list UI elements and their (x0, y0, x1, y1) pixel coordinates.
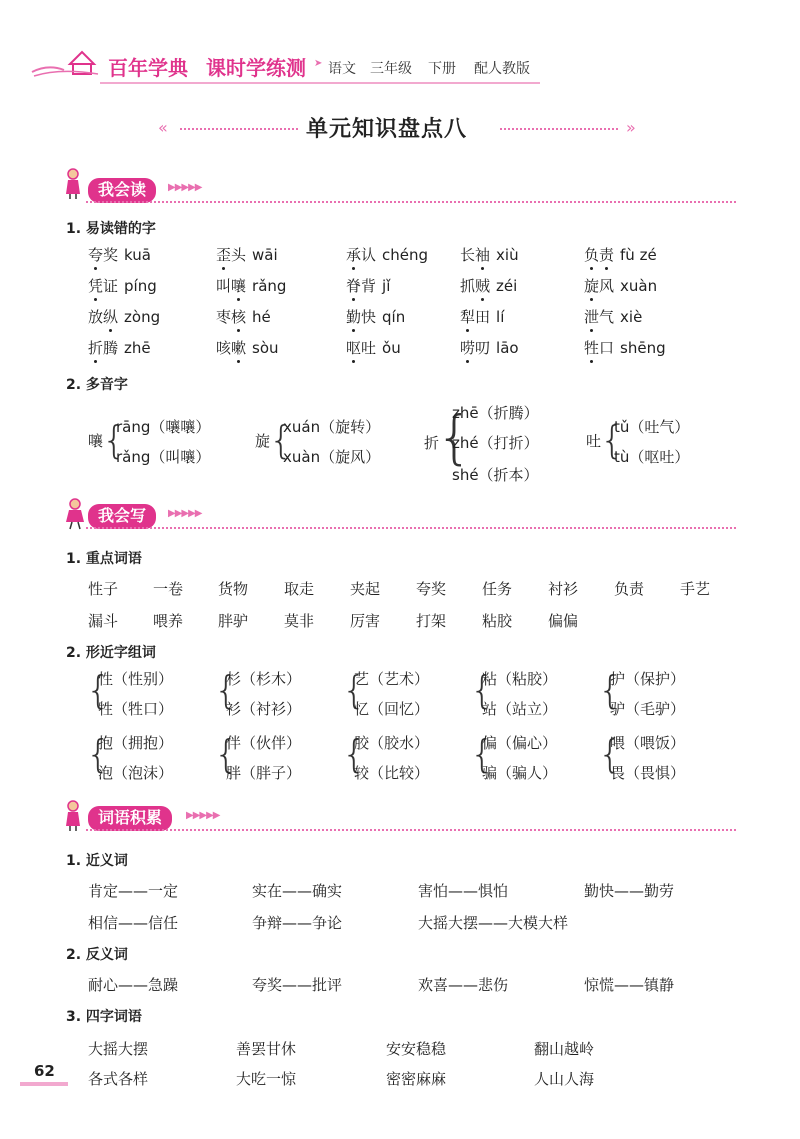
read-char: 奖 (103, 246, 119, 264)
read-word (346, 306, 405, 327)
read-char: 嚷 (231, 277, 247, 295)
similar-char-item: 喂（喂饭） (610, 734, 686, 752)
key-word: 手艺 (680, 580, 711, 598)
brand-name: 百年学典 (108, 56, 188, 80)
read-pinyin: kuā (124, 246, 151, 264)
brace-icon: { (214, 732, 239, 776)
section-vocab (0, 800, 800, 1100)
key-words-row (0, 610, 800, 634)
header-edition: 配人教版 (474, 61, 530, 77)
read-word (216, 306, 271, 327)
key-word: 厉害 (350, 612, 381, 630)
brace-icon: { (86, 732, 111, 776)
brace-icon: { (342, 668, 367, 712)
read-char: 呕 (346, 339, 362, 357)
read-char: 贼 (475, 277, 491, 295)
similar-char-item: 性（性别） (98, 670, 174, 688)
read-word (460, 275, 517, 296)
similar-char-group (88, 668, 208, 730)
key-word: 喂养 (153, 612, 184, 630)
read-char: 旋 (584, 277, 600, 295)
similar-char-item: 胖（胖子） (226, 764, 302, 782)
similar-char-item: 畏（畏惧） (610, 764, 686, 782)
read-char: 长 (460, 246, 476, 264)
read-word (216, 275, 286, 296)
page-title: 单元知识盘点八 (306, 117, 468, 142)
similar-char-group (216, 732, 336, 794)
read-char: 证 (103, 277, 119, 295)
idiom: 密密麻麻 (386, 1070, 447, 1088)
read-char: 抓 (460, 277, 476, 295)
polyphone-char: 折 (424, 434, 440, 452)
vocab-pair: 大摇大摆——大模大样 (418, 914, 569, 932)
brand-series: 课时学练测 (206, 56, 306, 80)
vocab-pair: 夸奖——批评 (252, 976, 343, 994)
section-read-dotline (86, 201, 736, 203)
read-char: 脊 (346, 277, 362, 295)
read-pinyin: sòu (252, 339, 279, 357)
header-arrow-icon: ➤ (314, 58, 322, 69)
brace-icon: { (269, 418, 294, 462)
similar-char-item: 伴（伙伴） (226, 734, 302, 752)
read-pinyin: jǐ (382, 277, 391, 295)
similar-char-item: 泡（泡沫） (98, 764, 174, 782)
antonyms-row (0, 974, 800, 998)
read-char: 承 (346, 246, 362, 264)
vocab-pair: 争辩——争论 (252, 914, 343, 932)
read-char: 认 (361, 246, 377, 264)
title-right-dotline (500, 128, 618, 130)
similar-char-group (344, 668, 464, 730)
read-pinyin: ǒu (382, 339, 401, 357)
brace-icon: { (214, 668, 239, 712)
idioms-row (0, 1068, 800, 1092)
read-word (346, 275, 390, 296)
vocab-pair: 害怕——惧怕 (418, 882, 509, 900)
girl-mascot-icon (64, 800, 82, 832)
brace-icon: { (342, 732, 367, 776)
key-word: 任务 (482, 580, 513, 598)
write-sub1-title: 1. 重点词语 (66, 551, 142, 567)
brace-icon: { (470, 732, 495, 776)
read-pinyin: zòng (124, 308, 161, 326)
read-char: 袖 (475, 246, 491, 264)
section-vocab-dotline (86, 829, 736, 831)
key-word: 夹起 (350, 580, 381, 598)
key-word: 偏偏 (548, 612, 579, 630)
brace-icon: { (598, 732, 623, 776)
brace-icon: { (600, 418, 625, 462)
read-word (216, 244, 278, 265)
read-char: 嗽 (231, 339, 247, 357)
read-pinyin: rǎng (252, 277, 287, 295)
read-char: 放 (88, 308, 104, 326)
read-pinyin: lí (496, 308, 505, 326)
read-char: 犁 (460, 308, 476, 326)
similar-char-item: 抱（拥抱） (98, 734, 174, 752)
brace-icon: { (598, 668, 623, 712)
similar-char-group (600, 668, 720, 730)
vocab-pair: 勤快——勤劳 (584, 882, 675, 900)
read-char: 责 (599, 246, 615, 264)
brace-icon: { (102, 418, 127, 462)
vocab-pair: 相信——信任 (88, 914, 179, 932)
key-word: 夸奖 (416, 580, 447, 598)
read-pinyin: fù zé (620, 246, 657, 264)
key-word: 性子 (88, 580, 119, 598)
read-word (88, 337, 151, 358)
vocab-pair: 肯定——一定 (88, 882, 179, 900)
section-write-dotline (86, 527, 736, 529)
key-words-row (0, 578, 800, 602)
read-char: 负 (584, 246, 600, 264)
polyphone-char: 吐 (586, 432, 602, 450)
polyphone-reading: xuàn（旋风） (283, 448, 381, 466)
key-word: 打架 (416, 612, 447, 630)
read-word (460, 306, 504, 327)
section-write (0, 498, 800, 798)
read-word (88, 306, 160, 327)
read-char: 夸 (88, 246, 104, 264)
idiom: 大吃一惊 (236, 1070, 297, 1088)
read-pinyin: xuàn (620, 277, 658, 295)
read-char: 咳 (216, 339, 232, 357)
vocab-pair: 欢喜——悲伤 (418, 976, 509, 994)
polyphone-reading: rǎng（叫嚷） (116, 448, 211, 466)
key-word: 莫非 (284, 612, 315, 630)
similar-char-group (472, 732, 592, 794)
vocab-sub1-title: 1. 近义词 (66, 853, 128, 869)
read-char: 枣 (216, 308, 232, 326)
read-word (584, 306, 642, 327)
read-pinyin: shēng (620, 339, 666, 357)
section-vocab-arrows-icon: ▶▶▶▶▶ (186, 810, 220, 821)
idiom: 善罢甘休 (236, 1040, 297, 1058)
vocab-pair: 耐心——急躁 (88, 976, 179, 994)
girl-mascot-icon (64, 498, 86, 530)
read-sub2-title: 2. 多音字 (66, 377, 128, 393)
polyphone-reading: tǔ（吐气） (614, 418, 690, 436)
similar-char-item: 较（比较） (354, 764, 430, 782)
read-pinyin: qín (382, 308, 406, 326)
section-write-arrows-icon: ▶▶▶▶▶ (168, 508, 202, 519)
key-word: 漏斗 (88, 612, 119, 630)
read-char: 凭 (88, 277, 104, 295)
synonyms-row (0, 912, 800, 936)
read-char: 气 (599, 308, 615, 326)
read-word (460, 244, 519, 265)
read-pinyin: chéng (382, 246, 429, 264)
read-char: 纵 (103, 308, 119, 326)
house-logo-icon (30, 42, 100, 82)
read-pinyin: hé (252, 308, 271, 326)
read-pinyin: xiè (620, 308, 643, 326)
read-pinyin: zéi (496, 277, 518, 295)
read-word-grid (0, 244, 800, 374)
similar-char-item: 护（保护） (610, 670, 686, 688)
section-read (0, 168, 800, 498)
similar-char-group (216, 668, 336, 730)
read-char: 头 (231, 246, 247, 264)
header (0, 0, 800, 90)
read-char: 勤 (346, 308, 362, 326)
polyphone-reading: rāng（嚷嚷） (116, 418, 211, 436)
girl-mascot-icon (64, 168, 82, 200)
read-word (346, 337, 401, 358)
idiom: 各式各样 (88, 1070, 149, 1088)
similar-char-item: 骗（骗人） (482, 764, 558, 782)
polyphone-reading: xuán（旋转） (283, 418, 381, 436)
read-word (584, 337, 666, 358)
key-word: 衬衫 (548, 580, 579, 598)
read-word (346, 244, 428, 265)
section-write-badge: 我会写 (88, 504, 156, 529)
polyphone-reading: shé（折本） (452, 466, 539, 484)
read-char: 吐 (361, 339, 377, 357)
brace-icon: { (470, 668, 495, 712)
read-word (88, 244, 151, 265)
polyphone-reading: zhē（折腾） (452, 404, 539, 422)
read-pinyin: lāo (496, 339, 519, 357)
vocab-sub2-title: 2. 反义词 (66, 947, 128, 963)
polyphone-char: 旋 (255, 432, 271, 450)
similar-char-item: 粘（粘胶） (482, 670, 558, 688)
read-char: 快 (361, 308, 377, 326)
read-char: 核 (231, 308, 247, 326)
similar-char-group (344, 732, 464, 794)
similar-char-item: 艺（艺术） (354, 670, 430, 688)
title-right-arrows-icon: » (626, 118, 635, 137)
read-word (88, 275, 157, 296)
read-pinyin: zhē (124, 339, 151, 357)
read-char: 叨 (475, 339, 491, 357)
read-char: 歪 (216, 246, 232, 264)
similar-char-item: 偏（偏心） (482, 734, 558, 752)
read-char: 叫 (216, 277, 232, 295)
similar-char-grid (0, 668, 800, 798)
section-vocab-badge: 词语积累 (88, 806, 172, 831)
similar-char-item: 杉（杉木） (226, 670, 302, 688)
header-underline (100, 82, 540, 84)
idiom: 人山人海 (534, 1070, 595, 1088)
read-word (460, 337, 519, 358)
page-number: 62 (34, 1062, 55, 1080)
read-char: 田 (475, 308, 491, 326)
similar-char-item: 忆（回忆） (354, 700, 430, 718)
idiom: 翻山越岭 (534, 1040, 595, 1058)
read-word (584, 244, 657, 265)
brace-icon: { (436, 403, 473, 471)
key-word: 负责 (614, 580, 645, 598)
header-term: 下册 (428, 61, 456, 77)
synonyms-row (0, 880, 800, 904)
polyphone-reading: zhé（打折） (452, 434, 539, 452)
read-char: 折 (88, 339, 104, 357)
read-char: 泄 (584, 308, 600, 326)
read-pinyin: xiù (496, 246, 519, 264)
read-sub1-title: 1. 易读错的字 (66, 221, 156, 237)
section-read-badge: 我会读 (88, 178, 156, 203)
write-sub2-title: 2. 形近字组词 (66, 645, 156, 661)
title-left-arrows-icon: « (158, 118, 167, 137)
similar-char-item: 牲（牲口） (98, 700, 174, 718)
key-word: 胖驴 (218, 612, 249, 630)
idiom: 安安稳稳 (386, 1040, 447, 1058)
similar-char-group (472, 668, 592, 730)
section-read-arrows-icon: ▶▶▶▶▶ (168, 182, 202, 193)
similar-char-item: 胶（胶水） (354, 734, 430, 752)
vocab-pair: 惊慌——镇静 (584, 976, 675, 994)
read-char: 背 (361, 277, 377, 295)
read-word (216, 337, 279, 358)
header-grade: 三年级 (370, 61, 412, 77)
similar-char-item: 衫（衬衫） (226, 700, 302, 718)
brace-icon: { (86, 668, 111, 712)
page-number-bar (20, 1082, 68, 1086)
vocab-sub3-title: 3. 四字词语 (66, 1009, 142, 1025)
similar-char-group (600, 732, 720, 794)
vocab-pair: 实在——确实 (252, 882, 343, 900)
polyphone-char: 嚷 (88, 432, 104, 450)
key-word: 粘胶 (482, 612, 513, 630)
read-char: 牲 (584, 339, 600, 357)
key-word: 货物 (218, 580, 249, 598)
key-word: 一卷 (153, 580, 184, 598)
key-word: 取走 (284, 580, 315, 598)
read-char: 口 (599, 339, 615, 357)
read-char: 唠 (460, 339, 476, 357)
read-pinyin: wāi (252, 246, 278, 264)
read-word (584, 275, 657, 296)
similar-char-item: 站（站立） (482, 700, 558, 718)
polyphone-reading: tù（呕吐） (614, 448, 690, 466)
idiom: 大摇大摆 (88, 1040, 149, 1058)
read-char: 风 (599, 277, 615, 295)
title-left-dotline (180, 128, 298, 130)
read-char: 腾 (103, 339, 119, 357)
header-subject: 语文 (328, 61, 356, 77)
read-pinyin: píng (124, 277, 157, 295)
idioms-row (0, 1038, 800, 1062)
similar-char-item: 驴（毛驴） (610, 700, 686, 718)
similar-char-group (88, 732, 208, 794)
